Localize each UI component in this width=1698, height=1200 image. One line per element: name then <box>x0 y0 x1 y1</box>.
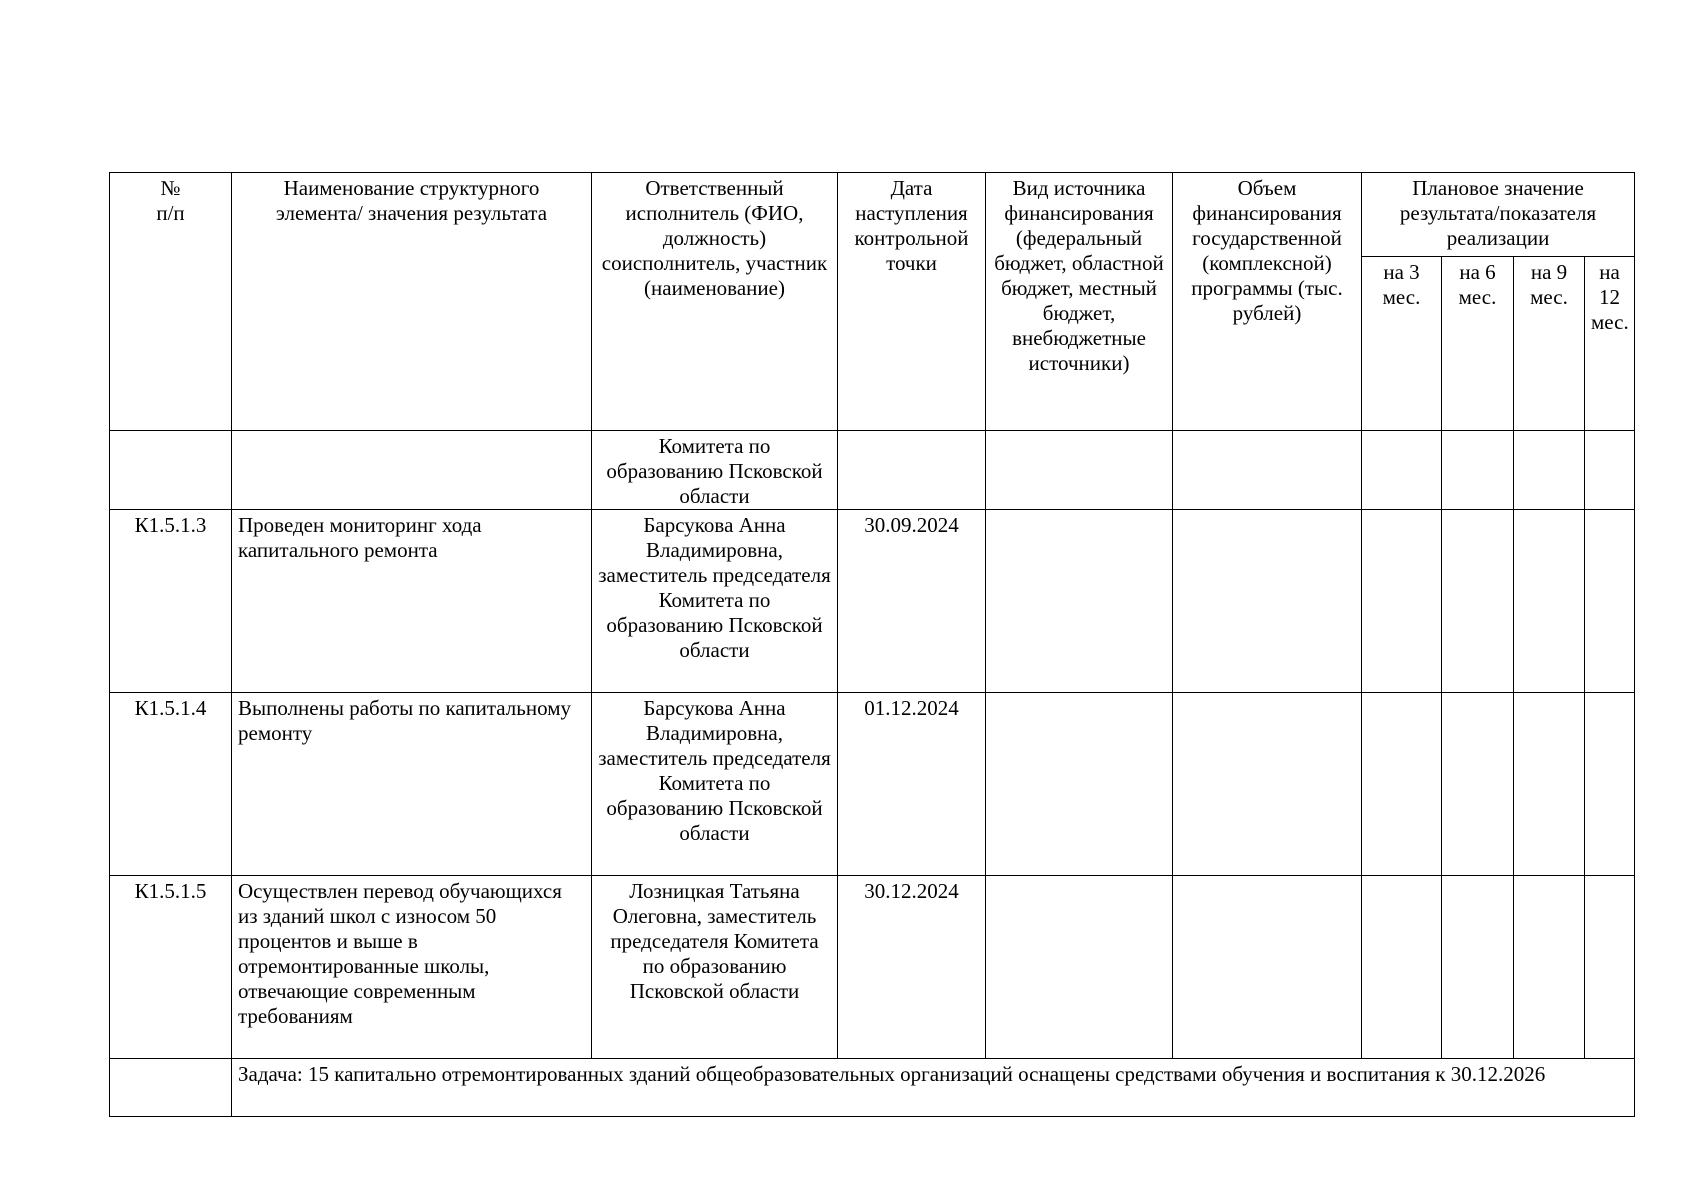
header-row <box>110 173 1635 257</box>
row-3-months <box>1362 693 1442 876</box>
row-responsible: Барсукова Анна Владимировна, заместитель председателя Комитета по образованию Псковской области <box>592 693 838 876</box>
header-volume: Объем финансирования государственной (комплексной) программы (тыс. рублей) <box>1173 173 1362 431</box>
row-name: Осуществлен перевод обучающихся из зданий школ с износом 50 процентов и выше в отремонтированные школы, отвечающие современным требованиям <box>232 876 592 1059</box>
row-6-months <box>1442 510 1514 693</box>
row-source <box>986 431 1173 510</box>
row-source <box>986 693 1173 876</box>
header-9-months: на 9 мес. <box>1514 257 1585 431</box>
row-9-months <box>1514 876 1585 1059</box>
row-volume <box>1173 693 1362 876</box>
row-6-months <box>1442 876 1514 1059</box>
task-num <box>110 1059 232 1117</box>
row-responsible: Комитета по образованию Псковской области <box>592 431 838 510</box>
row-responsible: Барсукова Анна Владимировна, заместитель председателя Комитета по образованию Псковской области <box>592 510 838 693</box>
row-name <box>232 431 592 510</box>
task-row <box>110 1059 1635 1117</box>
row-12-months <box>1585 693 1635 876</box>
row-source <box>986 510 1173 693</box>
row-num: К1.5.1.3 <box>110 510 232 693</box>
row-num: К1.5.1.5 <box>110 876 232 1059</box>
header-num: № п/п <box>110 173 232 431</box>
row-6-months <box>1442 693 1514 876</box>
header-date: Дата наступления контрольной точки <box>838 173 986 431</box>
row-name: Проведен мониторинг хода капитального ремонта <box>232 510 592 693</box>
row-num <box>110 431 232 510</box>
header-source: Вид источника финансирования (федеральный бюджет, областной бюджет, местный бюджет, внебюджетные источники) <box>986 173 1173 431</box>
row-num: К1.5.1.4 <box>110 693 232 876</box>
program-table <box>109 172 1635 1117</box>
row-9-months <box>1514 510 1585 693</box>
row-9-months <box>1514 693 1585 876</box>
header-planned: Плановое значение результата/показателя реализации <box>1362 173 1635 257</box>
row-volume <box>1173 431 1362 510</box>
table-row <box>110 876 1635 1059</box>
header-responsible: Ответственный исполнитель (ФИО, должность) соисполнитель, участник (наименование) <box>592 173 838 431</box>
row-12-months <box>1585 510 1635 693</box>
row-3-months <box>1362 431 1442 510</box>
row-date: 30.12.2024 <box>838 876 986 1059</box>
header-6-months: на 6 мес. <box>1442 257 1514 431</box>
row-volume <box>1173 510 1362 693</box>
row-name: Выполнены работы по капитальному ремонту <box>232 693 592 876</box>
row-6-months <box>1442 431 1514 510</box>
row-date: 30.09.2024 <box>838 510 986 693</box>
row-volume <box>1173 876 1362 1059</box>
row-3-months <box>1362 510 1442 693</box>
row-date <box>838 431 986 510</box>
header-name: Наименование структурного элемента/ значения результата <box>232 173 592 431</box>
header-3-months: на 3 мес. <box>1362 257 1442 431</box>
row-12-months <box>1585 876 1635 1059</box>
row-source <box>986 876 1173 1059</box>
row-9-months <box>1514 431 1585 510</box>
table-row <box>110 431 1635 510</box>
table-row <box>110 693 1635 876</box>
row-responsible: Лозницкая Татьяна Олеговна, заместитель председателя Комитета по образованию Псковской области <box>592 876 838 1059</box>
task-text: Задача: 15 капитально отремонтированных зданий общеобразовательных организаций оснащены средствами обучения и воспитания к 30.12.2026 <box>232 1059 1635 1117</box>
table-row <box>110 510 1635 693</box>
row-3-months <box>1362 876 1442 1059</box>
header-12-months: на 12 мес. <box>1585 257 1635 431</box>
row-date: 01.12.2024 <box>838 693 986 876</box>
row-12-months <box>1585 431 1635 510</box>
